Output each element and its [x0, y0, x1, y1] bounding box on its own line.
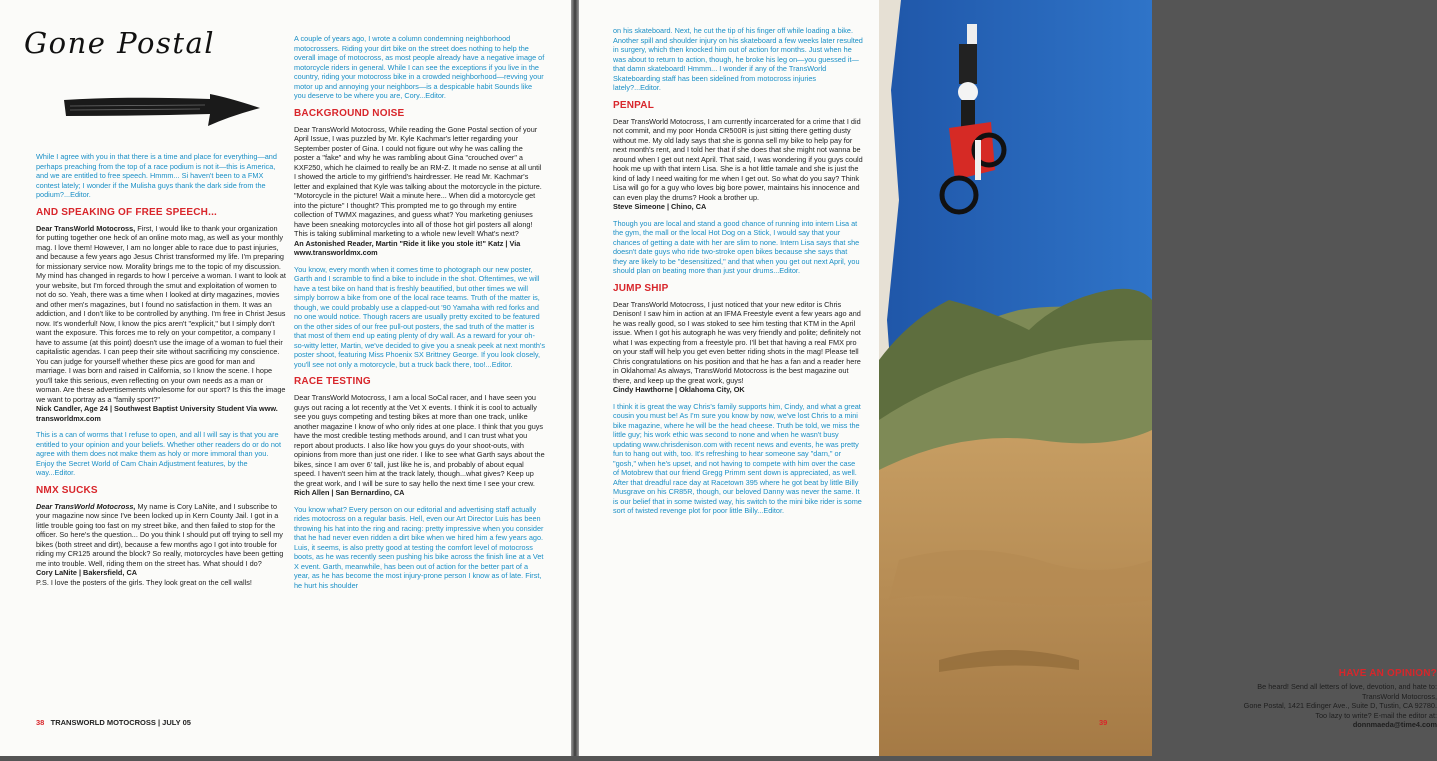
letter-signature: Rich Allen | San Bernardino, CA	[294, 488, 405, 497]
right-page	[579, 0, 1437, 756]
letter-signature: Cindy Hawthorne | Oklahoma City, OK	[613, 385, 745, 394]
letter-heading: NMX SUCKS	[36, 484, 98, 496]
page-gutter	[571, 0, 579, 756]
footer-text: TRANSWORLD MOTOCROSS | JULY 05	[50, 718, 191, 727]
letter-lead: Dear TransWorld Motocross,	[36, 501, 136, 511]
arrow-graphic	[60, 82, 270, 132]
editor-reply: Though you are local and stand a good chance of running into intern Lisa at the gym, the mall or the local Hot Dog on a Stick, I would say that your chances of getting a date with her are slim to none. Intern Lisa says that she doesn't date guys who ride two-stroke open bikes because she says that they are likely to be "desensitized," and that when you get out next April, you should plan on beating more than just your drums...Editor.	[613, 218, 860, 275]
letter-text: Dear TransWorld Motocross, I just noticed that your new editor is Chris Denison! I saw him in action at an IFMA Freestyle event a few years ago and he was really good, so I was stoked to see him testing that KTM in the April issue. When I got his autograph he was very friendly and polite; definitely not what I was expecting from a freestyle pro. I'll bet that having a real FMX pro on your staff will help you get even better riding shots in the mag! Please tell Chris congratulations on his position and that he has a fan and a reader here in Oklahoma! As always, TransWorld Motocross is the best magazine out there, and keep up the great work, guys!	[613, 299, 861, 385]
editor-reply: You know, every month when it comes time to photograph our new poster, Garth and I scramble to find a bike to include in the shot. Oftentimes, we will have a test bike on hand that is freshly beautified, but other times we will simply borrow a bike from one of the local race teams. Truth of the matter is, though, we could probably use a clapped-out '90 Yamaha with red forks and no one would notice. Though racers are usually pretty excited to be featured on the other sides of our free pull-out posters, the sad truth of the matter is that most of them end up eating plenty of dry wall. As a reward for your oh-so-witty letter, Martin, we've decided to give you a sneak peek at next month's poster shoot, featuring Miss Phoenix SX Brittney George. If you look closely, you'll see not only a motorcycle, but a truck back there, too!...Editor.	[294, 264, 546, 369]
letter-text: Dear TransWorld Motocross, While reading the Gone Postal section of your April Issue, I was puzzled by Mr. Kyle Kachmar's letter regarding your September poster of Gina. I could not figure out why he was calling the poster a "fake" and why he was rambling about Gina "crouched over" a KXF250, which he claimed to really be an RM-Z. It made no sense at all until I showed the article to my girlfriend's hairdresser. He read Mr. Kachmar's letter and explained that Kyle was talking about the motorcycle in the picture. "Motorcycle in the picture! Wait a minute here... When did a motorcycle get into the picture" I thought? This prompted me to go through my entire collection of TWMX magazines, and guess what? You marketing geniuses have been sneaking motorcycles into all of those hot girl posters all along! This is taking subliminal marketing to a whole new level! What's next?	[294, 124, 542, 238]
letter-heading: RACE TESTING	[294, 376, 371, 387]
letter-heading: JUMP SHIP	[613, 282, 669, 294]
letter-body	[613, 300, 863, 395]
section-title: Gone Postal	[24, 26, 216, 60]
letter-signature: Steve Simeone | Chino, CA	[613, 202, 707, 211]
letter-signature: Cory LaNite | Bakersfield, CA	[36, 568, 137, 577]
letter-body	[294, 393, 545, 498]
letter-body	[294, 125, 545, 258]
letter-text: My name is Cory LaNite, and I subscribe to your magazine now since I've been locked up in Kern County Jail. I got in a little trouble going too fast on my street bike, and then failed to stop for the officer. So here's the question... Do you think I should put off trying to sell my bikes (both street and dirt), because a few months ago I got into trouble for riding my CR125 around the block? So really, motorcycles have been getting me into trouble. Well, riding them on the street has. What should I do?	[36, 501, 284, 568]
letter-text: Dear TransWorld Motocross, I am a local SoCal racer, and I have seen you guys out racing a lot recently at the Vet X events. I think it is cool to actually see you guys competing and testing bikes at more than one track, unlike another magazine I know of who only rides at one place. I think that you guys have the most credible testing methods around, and I can trust what you report about products. I also like how you guys do your shoot-outs, with opinions from more than just one rider. I like to see what Garth says about the bikes, since I am over 6' tall, just like he is, and probably of about equal speed. I haven't seen him at the track lately, though...what gives? Keep up the great work, and I will be sure to say hello the next time I see your crew.	[294, 393, 545, 488]
right-column	[613, 26, 863, 666]
left-page	[0, 0, 571, 756]
opinion-line: Gone Postal, 1421 Edinger Ave., Suite D, Tustin, CA 92780.	[1243, 701, 1437, 710]
opinion-line: TransWorld Motocross,	[1361, 691, 1437, 701]
page-number-right: 39	[1099, 718, 1108, 727]
letter-body	[36, 502, 287, 588]
letter-text: First, I would like to thank your organization for putting together one heck of an online moto mag, as well as your monthly mag. I love them! However, I am no longer able to race due to past injuries, and because a few years ago Jesus Christ transformed my life. I'm preparing for missionary service now. Morality brings me to the topic of my discussion. My mind has changed in regards to how I perceive a woman. I want to look at your website, but I'm forced through the smut and exploitation of women to not do so. Yeah, there was a time when I looked at dirty magazines, movies and other men's magazines, but I found no satisfaction in them. It was an addiction, and I don't like to be controlled by anything. I'm free in Christ Jesus now. It's wonderful! Now, I know the pics aren't "explicit," but I simply don't want the exposure. This forces me to rely on your competitor, a company I have to assume (at this point) doesn't use the image of a woman to fuel their capitalistic agendas. I can peep their site without sacrificing my conscience. You can judge for yourself whether these pics are good for man and marriage. I was born and raised in California, so I know the scene. I hope you'll take this serious, even reflecting on your own needs as a man or woman. Are these advertisements wholesome for our sport? Is this the image we want to portray as a "family sport?"	[36, 223, 286, 404]
editor-reply: This is a can of worms that I refuse to open, and all I will say is that you are entitled to your opinion and your beliefs. Whether other readers do or do not agree with them does not make them as holy or more immoral than you. Enjoy the Secret World of Cam Chain Adjustment features, by the way...Editor.	[36, 430, 282, 477]
middle-column	[294, 34, 545, 720]
letter-heading: PENPAL	[613, 99, 655, 111]
freestyle-photo	[879, 0, 1152, 756]
editor-email-link[interactable]: donnmaeda@time4.com	[1352, 720, 1437, 729]
editor-reply: While I agree with you in that there is a time and place for everything—and perhaps preaching from the top of a race podium is not it—this is America, and we are entitled to free speech. Hmmm... Si haven't been to a FMX contest lately; I wonder if the Mulisha guys thank the dark side from the podium?...Editor.	[36, 152, 277, 199]
editor-reply: I think it is great the way Chris's family supports him, Cindy, and what a great cousin you must be! As I'm sure you know by now, we've lost Chris to a mini bike magazine, where he will be the head cheese. Truth be told, we miss the little guy; his work ethic was second to none and when he wasn't busy updating www.chrisdenison.com with recent news and events, he was pretty fun to hang out with, too. It's refreshing to hear someone say "darn," or "gosh," when he's upset, and not having to compete with him over the case of Motobrew that our friend Gregg Primm sent down is appreciated, as well. After that dreadful race day at Racetown 395 where he got beat by little Billy Musgrave on his CR85R, though, our beloved Danny was never the same. It is our belief that in some twisted way, his switch to the mini bike rider is some sort of twisted revenge plot for poor little Billy...Editor.	[613, 401, 862, 515]
letter-heading: AND SPEAKING OF FREE SPEECH...	[36, 206, 218, 218]
opinion-heading: HAVE AN OPINION?	[1338, 668, 1437, 679]
letter-text: Dear TransWorld Motocross, I am currently incarcerated for a crime that I did not commit, and my poor Honda CR500R is just sitting there getting dusty without me. My old lady says that she is gonna sell my bike to help pay for next month's rent, and I told her that if she does that she might not wanna be around when I get out next April. That said, I was wondering if you guys could hook me up with that intern Lisa. She is a hot little tamale and she is just the kind of lady I need waiting for me when I get out. So what do you say? Think Lisa will go for a guy who loves big bore power, maintains his innocence and can even play the drums? Hook a brother up.	[613, 116, 863, 202]
opinion-line: Too lazy to write? E-mail the editor at:	[1315, 710, 1437, 720]
editor-reply: on his skateboard. Next, he cut the tip of his finger off while loading a bike. Another spill and shoulder injury on his skateboard a few weeks later resulted in surgery, which then knocked him out of action for months. Just when he was about to return to action, though, he broke his leg on—you guessed it—that damn skateboard! Hmmm... I wonder if any of the TransWorld Skateboarding staff has been sidelined from motocross injuries lately?...Editor.	[613, 26, 863, 92]
opinion-box	[1175, 668, 1437, 730]
opinion-line: Be heard! Send all letters of love, devotion, and hate to:	[1257, 682, 1437, 691]
letter-heading: BACKGROUND NOISE	[294, 107, 405, 119]
letter-signature: Nick Candler, Age 24 | Southwest Baptist University Student Via www. transworldmx.com	[36, 404, 278, 423]
letter-body	[36, 224, 287, 424]
editor-reply: A couple of years ago, I wrote a column condemning neighborhood motocrossers. Riding your dirt bike on the street does nothing to help the overall image of motocross, as most people already have a negative image of motorcycle riders in general. While I can see the exceptions if you live in the country, riding your motocross bike in a crowded neighborhood—revving your motor up and annoying your neighbors—is a despicable habit Sounds like you deserve to be where you are, Cory...Editor.	[294, 34, 545, 100]
footer	[36, 718, 191, 727]
editor-reply: You know what? Every person on our editorial and advertising staff actually rides motocross on a regular basis. Hell, even our Art Director Luis has been throwing his hat into the ring and racing: pretty impressive when you consider that he had never even ridden a dirt bike when we hired him a few years ago. Luis, it seems, is also pretty good at testing the comfort level of motocross boots, as he was recently seen pushing his bike across the finish line at a Vet X event. Garth, meanwhile, has been out of action for the better part of a year, as he has become the most injury-prone person I know as of late. First, he hurt his shoulder	[294, 504, 544, 590]
left-column	[36, 152, 287, 712]
letter-ps: P.S. I love the posters of the girls. They look great on the cell walls!	[36, 577, 252, 587]
letter-signature: An Astonished Reader, Martin "Ride it like you stole it!" Katz | Via www.transworldmx.com	[294, 238, 521, 257]
letter-body	[613, 117, 863, 212]
page-number: 38	[36, 718, 45, 727]
letter-lead: Dear TransWorld Motocross,	[36, 223, 136, 233]
